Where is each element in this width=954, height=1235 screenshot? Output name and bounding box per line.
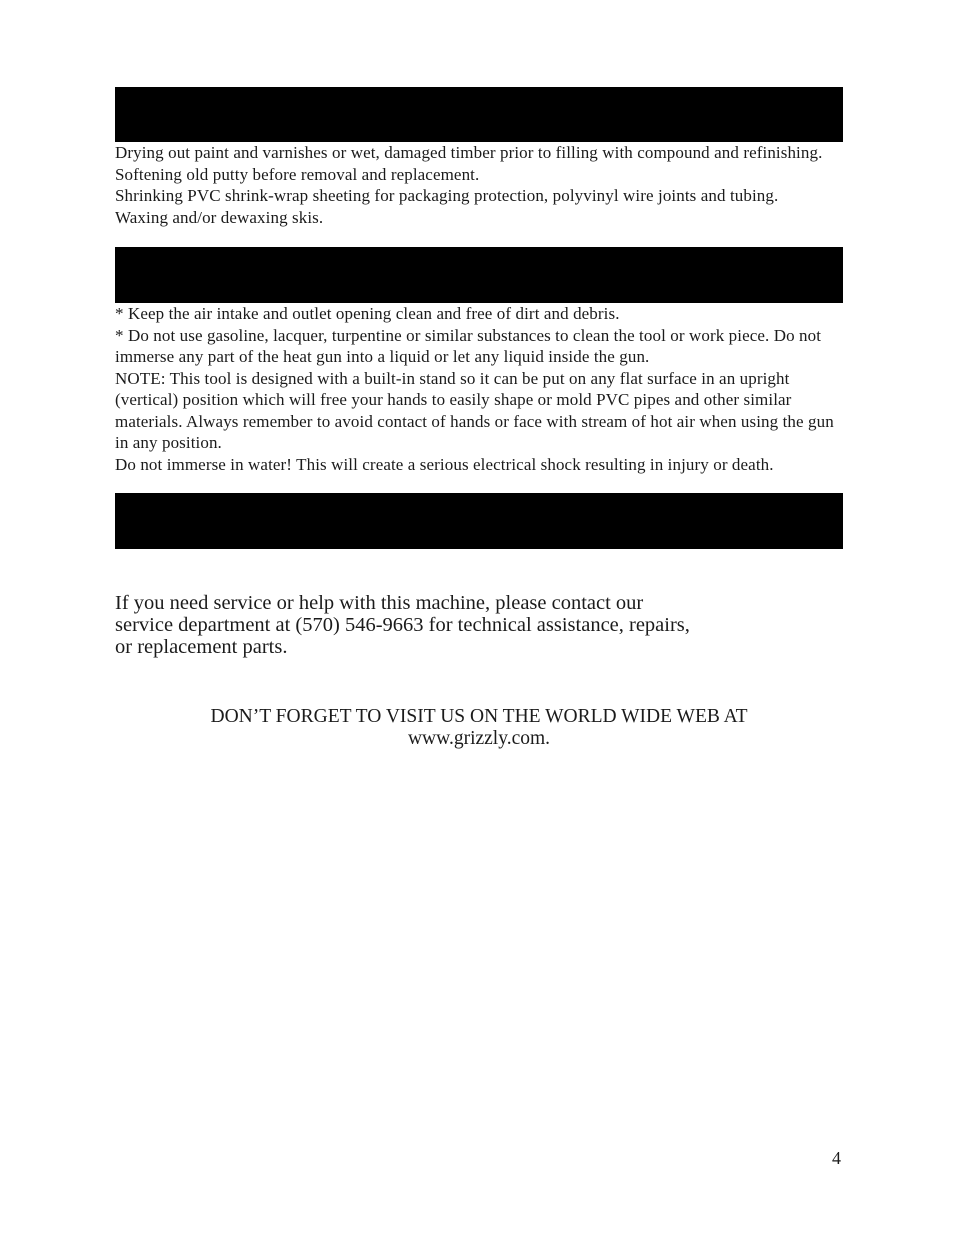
service-contact-text — [115, 592, 843, 658]
web-address-text: www.grizzly.com. — [407, 728, 551, 749]
usage-paragraph-shrinking: Shrinking PVC shrink-wrap sheeting for packaging protection, polyvinyl wire joints and tubing. — [115, 186, 779, 205]
care-paragraph-no-water: Do not immerse in water! This will create a serious electrical shock resulting in injury or death. — [115, 454, 774, 474]
care-paragraph-no-solvents: * Do not use gasoline, lacquer, turpentine or similar substances to clean the tool or work piece. Do not immerse any part of the heat gun into a liquid or let any liquid inside the gun. — [115, 325, 822, 366]
usage-paragraph-waxing: Waxing and/or dewaxing skis. — [115, 207, 324, 227]
service-contact-line-1: If you need service or help with this machine, please contact our — [115, 592, 644, 614]
section-header-bar-2 — [115, 247, 843, 303]
usage-paragraph-softening: Softening old putty before removal and replacement. — [115, 164, 480, 184]
page-number: 4 — [832, 1148, 841, 1168]
web-notice — [115, 706, 843, 750]
service-contact-line-3: or replacement parts. — [115, 636, 288, 658]
section-header-bar-3 — [115, 493, 843, 549]
care-paragraph-note-stand: NOTE: This tool is designed with a built-in stand so it can be put on any flat surface in an upright (vertical) position which will free your hands to easily shape or mold PVC pipes and other similar materials. Always remember to avoid contact of hands or face with stream of hot air when using the gun in any position. — [115, 368, 834, 452]
usage-paragraph-drying: Drying out paint and varnishes or wet, damaged timber prior to filling with compound and refinishing. — [115, 143, 823, 162]
service-contact-line-2: service department at (570) 546-9663 for technical assistance, repairs, — [115, 614, 690, 636]
page-content — [115, 0, 843, 750]
web-notice-line: DON’T FORGET TO VISIT US ON THE WORLD WIDE WEB AT — [210, 706, 748, 727]
care-paragraph-keep-clean: * Keep the air intake and outlet opening clean and free of dirt and debris. — [115, 304, 620, 323]
section-header-bar-1 — [115, 87, 843, 142]
